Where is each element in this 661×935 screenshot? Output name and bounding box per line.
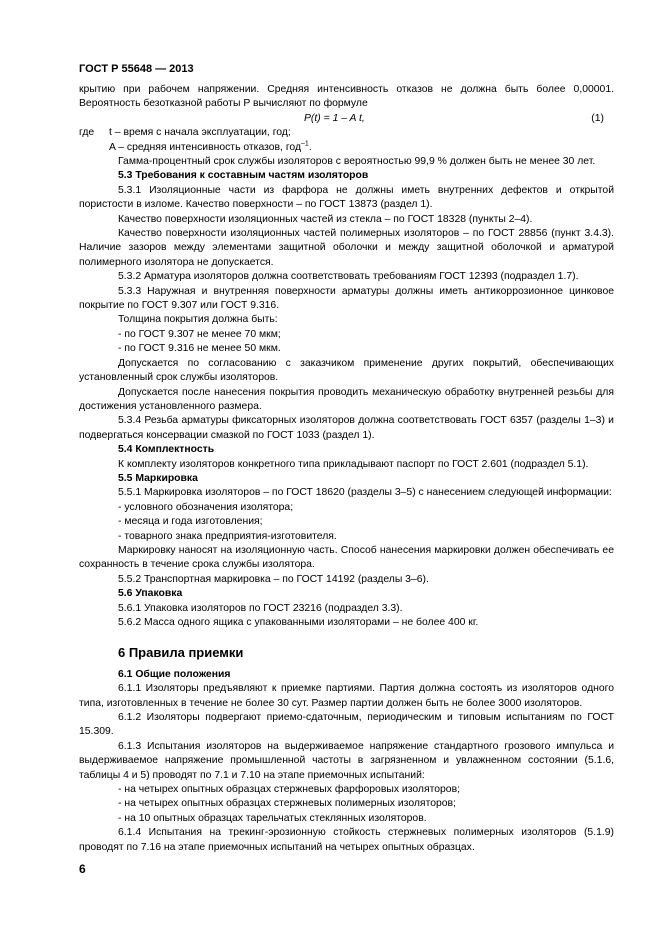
document-header: ГОСТ Р 55648 — 2013 — [79, 63, 194, 75]
paragraph: 6.1.1 Изоляторы предъявляют к приемке партиями. Партия должна состоять из изоляторов одного типа, изготовленных в течение не более 30 сут. Размер партии должен быть не более 3000 изоляторов. — [79, 683, 614, 709]
list-item: - на четырех опытных образцах стержневых фарфоровых изоляторов; — [118, 784, 460, 796]
subsection-heading: 5.4 Комплектность — [118, 444, 215, 456]
subsection-heading: 5.6 Упаковка — [118, 588, 183, 600]
paragraph: крытию при рабочем напряжении. Средняя интенсивность отказов не должна быть более 0,00001. Вероятность безотказной работы P вычисляют по формуле — [79, 84, 614, 110]
paragraph: Допускается по согласованию с заказчиком применение других покрытий, обеспечивающих установленный срок службы изоляторов. — [79, 357, 614, 384]
paragraph: 5.3.2 Арматура изоляторов должна соответствовать требованиям ГОСТ 12393 (подраздел 1.7). — [118, 271, 579, 283]
paragraph: Качество поверхности изоляционных частей полимерных изоляторов – по ГОСТ 28856 (пункт 3.4.3). Наличие зазоров между элементами защитной оболочки и между защитной оболочкой и арматурой полимерного изолятора не допускается. — [79, 228, 614, 268]
list-item: - по ГОСТ 9.307 не менее 70 мкм; — [118, 328, 281, 340]
paragraph: 6.1.2 Изоляторы подвергают приемо-сдаточным, периодическим и типовым испытаниям по ГОСТ 15.309. — [79, 712, 614, 738]
paragraph: 5.3.1 Изоляционные части из фарфора не должны иметь внутренних дефектов и открытой пористости в изломе. Качество поверхности – по ГОСТ 13873 (раздел 1). — [79, 184, 614, 211]
formula: P(t) = 1 – A t, — [304, 112, 365, 124]
list-item: - товарного знака предприятия-изготовителя. — [118, 530, 337, 542]
where-t: t – время с начала эксплуатации, год; — [109, 127, 291, 139]
where-word: где — [79, 127, 95, 139]
paragraph: 6.1.3 Испытания изоляторов на выдерживаемое напряжение стандартного грозового импульса и выдерживаемое напряжение промышленной частоты в загрязненном и увлажненном состоянии (5.1.6, таблицы 4 и 5) проводят по 7.1 и 7.10 на этапе приемочных испытаний: — [79, 740, 614, 781]
list-item: - на 10 опытных образцах тарельчатых стеклянных изоляторов. — [118, 812, 427, 824]
paragraph: 5.3.3 Наружная и внутренняя поверхности арматуры должны иметь антикоррозионное цинковое покрытие по ГОСТ 9.307 или ГОСТ 9.316. — [79, 285, 614, 312]
formula-line — [79, 112, 614, 126]
list-item: - по ГОСТ 9.316 не менее 50 мкм. — [118, 343, 281, 355]
where-line — [79, 126, 614, 140]
subsection-heading: 5.5 Маркировка — [118, 472, 198, 484]
paragraph: Качество поверхности изоляционных частей из стекла – по ГОСТ 18328 (пункты 2–4). — [118, 213, 533, 225]
list-item: - на четырех опытных образцах стержневых полимерных изоляторов; — [118, 798, 456, 810]
paragraph: 6.1.4 Испытания на трекинг-эрозионную стойкость стержневых полимерных изоляторов (5.1.9) проводят по 7.16 на этапе приемочных испытаний на четырех опытных образцах. — [79, 827, 614, 853]
section-heading: 6 Правила приемки — [118, 645, 244, 661]
list-item: - условного обозначения изолятора; — [118, 501, 294, 513]
paragraph: 5.5.2 Транспортная маркировка – по ГОСТ 14192 (разделы 3–6). — [118, 573, 429, 585]
page-number: 6 — [79, 862, 86, 876]
where-a-line — [79, 141, 614, 155]
subsection-heading: 6.1 Общие положения — [118, 668, 231, 680]
document-body — [79, 83, 614, 855]
paragraph: К комплекту изоляторов конкретного типа прикладывают паспорт по ГОСТ 2.601 (подраздел 5.1). — [118, 458, 589, 470]
paragraph: Допускается после нанесения покрытия проводить механическую обработку внутренней резьбы для достижения установленного размера. — [79, 386, 614, 412]
paragraph: 5.6.2 Масса одного ящика с упакованными изоляторами – не более 400 кг. — [118, 617, 479, 628]
formula-number: (1) — [591, 112, 604, 124]
where-a-end: . — [308, 141, 312, 153]
paragraph: Толщина покрытия должна быть: — [118, 314, 278, 326]
subsection-heading: 5.3 Требования к составным частям изоляторов — [118, 170, 369, 182]
list-item: - месяца и года изготовления; — [118, 516, 263, 528]
paragraph: 5.6.1 Упаковка изоляторов по ГОСТ 23216 (подраздел 3.3). — [118, 602, 403, 614]
where-a-sup: –1 — [301, 140, 309, 148]
where-a: A – средняя интенсивность отказов, год — [109, 141, 302, 153]
paragraph: Маркировку наносят на изоляционную часть. Способ нанесения маркировки должен обеспечивать ее сохранность в течение срока службы изолятора. — [79, 544, 614, 571]
paragraph: Гамма-процентный срок службы изоляторов с вероятностью 99,9 % должен быть не менее 30 лет. — [118, 156, 596, 167]
paragraph: 5.5.1 Маркировка изоляторов – по ГОСТ 18620 (разделы 3–5) с нанесением следующей информации: — [118, 487, 612, 499]
paragraph: 5.3.4 Резьба арматуры фиксаторных изоляторов должна соответствовать ГОСТ 6357 (разделы 1–3) и подвергаться консервации смазкой по ГОСТ 1033 (раздел 1). — [79, 415, 614, 441]
